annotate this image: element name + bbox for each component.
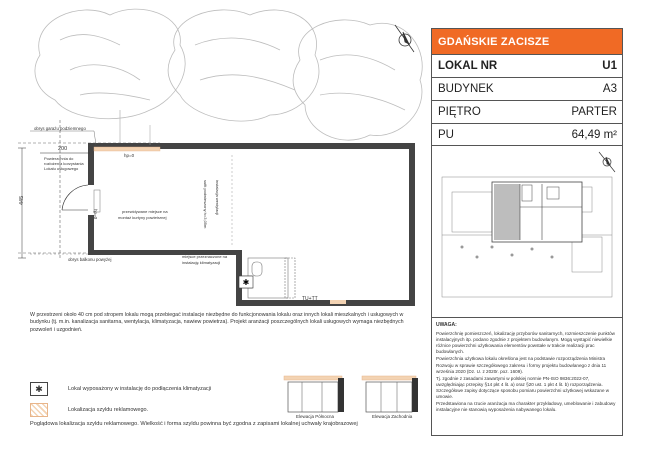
area-value: 64,49 m²	[571, 128, 617, 141]
cabinets-label-3: Lokalu usługowego	[44, 166, 79, 171]
legend-sign-text: Lokalizacja szyldu reklamowego.	[68, 407, 149, 413]
svg-text:✱: ✱	[242, 278, 250, 287]
unit-value: U1	[602, 60, 617, 72]
trees	[35, 9, 422, 150]
tu-tt-label: TU+TT	[302, 296, 318, 302]
ceiling-note: sufit podwieszony h=3,05m	[203, 180, 208, 229]
area-label: PU	[438, 128, 454, 141]
sign-hatch-icon	[30, 403, 48, 417]
north-arrow-icon	[395, 25, 414, 52]
dimension-445: 445	[19, 195, 25, 205]
ac-symbol-icon: ✱	[30, 382, 48, 396]
balcony-outline-label: obrys balkonu powyżej	[68, 257, 112, 262]
sign-location-hatch	[94, 147, 160, 151]
floor-plan	[0, 0, 430, 310]
building-a3	[492, 182, 582, 242]
info-row-building	[432, 77, 622, 100]
note-item: Powierzchnię pomieszczeń, lokalizację przyborów sanitarnych, rozmieszczenie punktów instalacyjnych itp. podano zgodnie z projektem budowlanym. Mogą wystąpić niewielkie różnice powierzchni użytkowania elementów powstałe w trakcie realizacji prac budowlanych.	[436, 331, 615, 355]
hp0-label-b: hp=0	[93, 209, 98, 220]
cabinets-label-2: rozłożenia korzystania	[44, 161, 84, 166]
footer-note: Poglądowa lokalizacja szyldu reklamowego. Wielkość i forma szyldu powinna być zgodna z zapisami lokalnej uchwały krajobrazowej	[30, 421, 358, 427]
info-row-floor	[432, 100, 622, 123]
floor-label: PIĘTRO	[438, 106, 481, 118]
unit-label: LOKAL NR	[438, 60, 498, 72]
site-plan	[432, 147, 622, 317]
legend-ac	[30, 382, 211, 396]
garage-outline-label: obrys garażu podziemnego	[34, 126, 86, 131]
dimension-200: 200	[58, 146, 68, 152]
ac-place-label-2: instalację klimatyzacji	[182, 260, 221, 265]
floor-value: PARTER	[571, 106, 617, 118]
entrance-door-icon	[62, 185, 88, 210]
legend-sign	[30, 403, 148, 417]
elevation-north-label: Elewacja Północna	[296, 414, 335, 419]
ac-unit-icon	[239, 276, 253, 288]
building-label: BUDYNEK	[438, 83, 494, 95]
hp0-label-a: hp=0	[124, 153, 135, 158]
brand-title: GDAŃSKIE ZACISZE	[432, 29, 622, 54]
note-item: Tj. zgodnie z zasadami zawartymi w polskiej normie PN-ISO 9836:2022-07, uwzględniając przepisy §14 pkt 4 lit. a) oraz §20 ust. 1 pkt 4 lit. b) rozporządzenia. Szczegółowe zapisy dotyczące sposobu pomiaru powierzchni użytkowej wskazane w umowie.	[436, 375, 610, 400]
compass-icon	[599, 152, 615, 172]
elevation-west-drawing	[362, 376, 418, 412]
elevations	[282, 374, 422, 420]
info-row-unit	[432, 54, 622, 77]
elevation-north-drawing	[284, 376, 344, 412]
notes-title: UWAGA:	[436, 322, 457, 328]
ventilation-note: instalacja wentylacji	[215, 180, 220, 216]
elevation-west-label: Elewacja Zachodnia	[372, 414, 413, 419]
note-item: Przedstawiona na rzucie aranżacja ma charakter przykładowy, umeblowanie i zabudowy instalacyjne nie stanowią wyposażenia nabywanego lokalu.	[436, 401, 616, 413]
info-row-area	[432, 123, 622, 146]
notes-section	[436, 322, 616, 414]
curtain-place-label-1: przewidywane miejsce na	[122, 209, 168, 214]
legend-ac-text: Lokal wyposażony w instalację do podłączenia klimatyzacji	[68, 386, 212, 392]
description-paragraph: W przestrzeni około 40 cm pod stropem lokalu mogą przebiegać instalacje niezbędne do funkcjonowania lokalu oraz innych lokali mieszkalnych i usługowych w budynku (tj. m.in. kanalizacja sanitarna, wentylacja, klimatyzacja, nawiew powietrza). Projekt aranżacji poszczególnych lokali usługowych wymaga niezbędnych pozwoleń i uzgodnień.	[30, 312, 404, 333]
note-item: Powierzchnia użytkowa lokalu określona jest na podstawie rozporządzenia Ministra Rozwoju w sprawie szczegółowego zakresu i formy projektu budowlanego z dnia 11 września 2020 (Dz. U. z 2020r. poz. 1609).	[436, 356, 607, 374]
ac-place-label-1: miejsce przeznaczone na	[182, 254, 228, 259]
building-value: A3	[602, 83, 617, 95]
curtain-place-label-2: montaż kurtyny powietrznej	[118, 215, 167, 220]
cabinets-label-1: Powierzchnia do	[44, 156, 74, 161]
